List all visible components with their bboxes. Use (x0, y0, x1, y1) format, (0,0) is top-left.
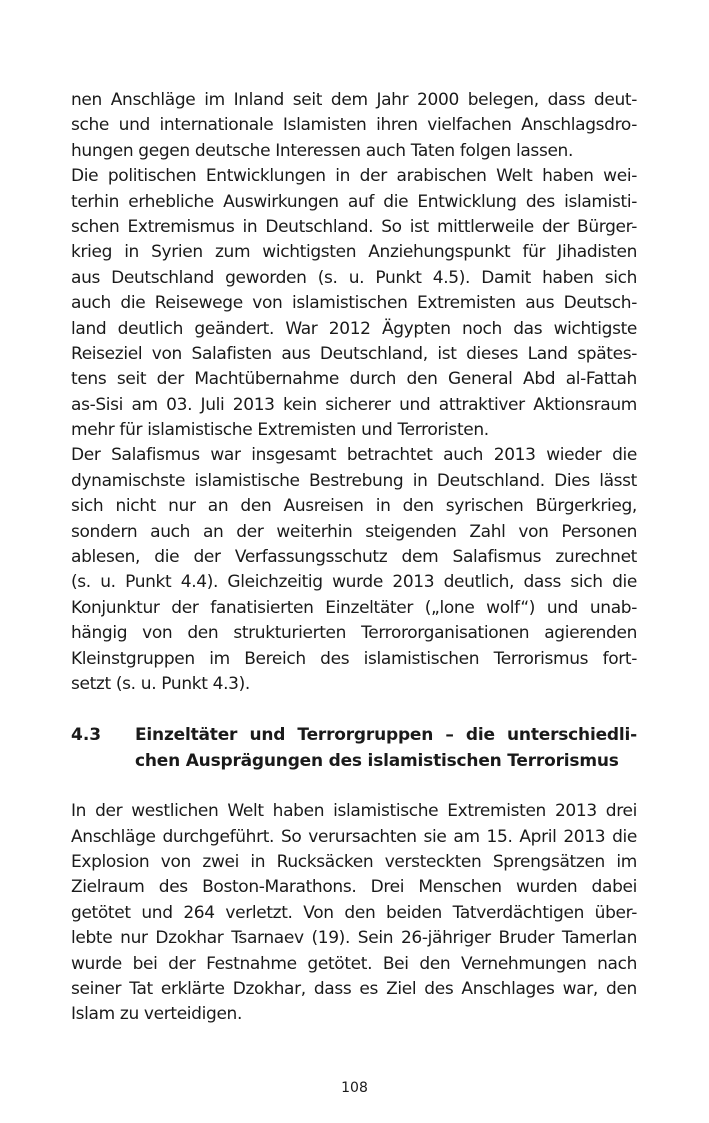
text-line: Der Salafismus war insgesamt betrachtet auch 2013 wieder die (71, 445, 637, 466)
text-line: Anschläge durchgeführt. So verursachten sie am 15. April 2013 die (71, 826, 637, 847)
section-paragraph (71, 799, 637, 1028)
text-line: Konjunktur der fanatisierten Einzeltäter („lone wolf“) und unab- (71, 597, 637, 618)
text-line: aus Deutschland geworden (s. u. Punkt 4.5). Damit haben sich (71, 267, 637, 288)
section-heading (71, 723, 637, 774)
text-line: sich nicht nur an den Ausreisen in den syrischen Bürgerkrieg, (71, 496, 637, 517)
text-line: tens seit der Machtübernahme durch den General Abd al-Fattah (71, 369, 637, 390)
text-line: schen Extremismus in Deutschland. So ist mittlerweile der Bürger- (71, 216, 637, 237)
paragraph-3 (71, 443, 637, 697)
page-body (71, 88, 637, 1028)
text-line: mehr für islamistische Extremisten und Terroristen. (71, 420, 489, 441)
paragraph-2 (71, 164, 637, 443)
text-line: ablesen, die der Verfassungsschutz dem Salafismus zurechnet (71, 547, 637, 568)
text-line: hängig von den strukturierten Terrororganisationen agierenden (71, 623, 637, 644)
text-line: sche und internationale Islamisten ihren vielfachen Anschlagsdro- (71, 115, 637, 136)
text-line: Explosion von zwei in Rucksäcken versteckten Sprengsätzen im (71, 851, 637, 872)
paragraph-1 (71, 88, 637, 164)
text-line: getötet und 264 verletzt. Von den beiden Tatverdächtigen über- (71, 902, 637, 923)
text-line: krieg in Syrien zum wichtigsten Anziehungspunkt für Jihadisten (71, 242, 637, 263)
text-line: Reiseziel von Salafisten aus Deutschland, ist dieses Land spätes- (71, 343, 637, 364)
text-line: as-Sisi am 03. Juli 2013 kein sicherer und attraktiver Aktionsraum (71, 394, 637, 415)
text-line: seiner Tat erklärte Dzokhar, dass es Ziel des Anschlages war, den (71, 978, 637, 999)
text-line: nen Anschläge im Inland seit dem Jahr 2000 belegen, dass deut- (71, 90, 637, 110)
text-line: Kleinstgruppen im Bereich des islamistischen Terrorismus fort- (71, 648, 637, 669)
text-line: dynamischste islamistische Bestrebung in Deutschland. Dies lässt (71, 470, 637, 491)
text-line: Die politischen Entwicklungen in der arabischen Welt haben wei- (71, 166, 637, 187)
text-line: setzt (s. u. Punkt 4.3). (71, 673, 250, 694)
text-line: land deutlich geändert. War 2012 Ägypten noch das wichtigste (71, 318, 637, 339)
text-line: lebte nur Dzokhar Tsarnaev (19). Sein 26-jähriger Bruder Tamerlan (71, 928, 637, 949)
section-title-line: chen Ausprägungen des islamistischen Terrorismus (135, 750, 619, 771)
text-line: In der westlichen Welt haben islamistische Extremisten 2013 drei (71, 801, 637, 822)
section-number: 4.3 (71, 725, 102, 746)
section-title-line: Einzeltäter und Terrorgruppen – die unterschiedli- (135, 725, 637, 746)
text-line: terhin erhebliche Auswirkungen auf die Entwicklung des islamisti- (71, 191, 637, 212)
text-line: sondern auch an der weiterhin steigenden Zahl von Personen (71, 521, 637, 542)
text-line: wurde bei der Festnahme getötet. Bei den Vernehmungen nach (71, 953, 637, 974)
section-title (135, 723, 637, 774)
text-line: (s. u. Punkt 4.4). Gleichzeitig wurde 2013 deutlich, dass sich die (71, 572, 637, 593)
text-line: hungen gegen deutsche Interessen auch Taten folgen lassen. (71, 140, 574, 161)
text-line: Zielraum des Boston-Marathons. Drei Menschen wurden dabei (71, 877, 637, 898)
text-line: Islam zu verteidigen. (71, 1004, 243, 1025)
page-number: 108 (341, 1080, 368, 1096)
text-line: auch die Reisewege von islamistischen Extremisten aus Deutsch- (71, 293, 637, 314)
